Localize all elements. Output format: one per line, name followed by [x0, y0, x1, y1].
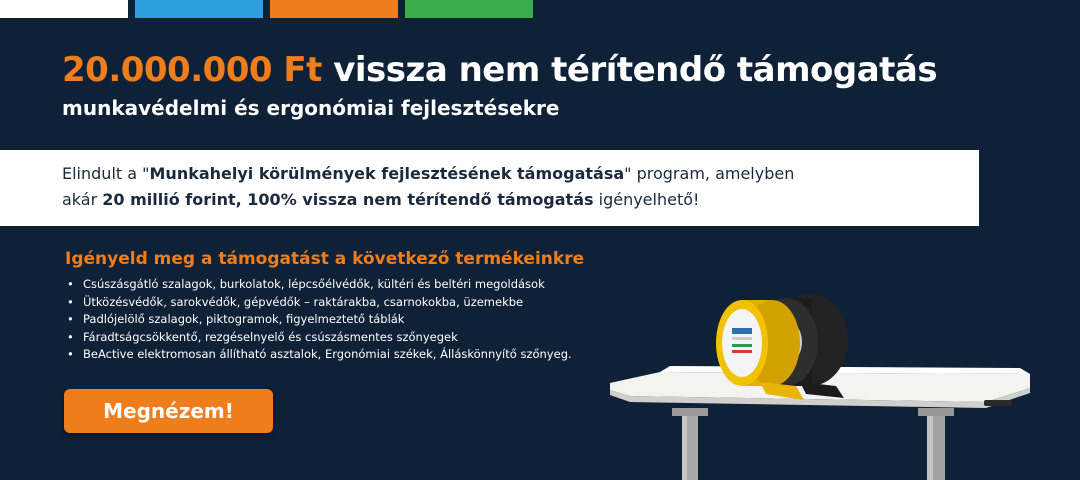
products-title: Igényeld meg a támogatást a következő termékeinkre [65, 249, 585, 269]
headline-text: vissza nem térítendő támogatás [321, 50, 938, 90]
list-item: • Ütközésvédők, sarokvédők, gépvédők – raktárakba, csarnokokba, üzemekbe [65, 294, 572, 312]
list-item: • Padlójelölő szalagok, piktogramok, figyelmeztető táblák [65, 311, 572, 329]
brand-bar-white [0, 0, 128, 18]
product-list [65, 276, 572, 364]
subheadline: munkavédelmi és ergonómiai fejlesztésekre [62, 96, 560, 120]
brand-bar-orange [270, 0, 398, 18]
list-item: • Fáradtságcsökkentő, rezgéselnyelő és csúszásmentes szőnyegek [65, 329, 572, 347]
info-box [0, 150, 979, 226]
info-line-2 [62, 190, 699, 209]
headline-amount: 20.000.000 Ft [62, 50, 322, 90]
program-name: Munkahelyi körülmények fejlesztésének támogatása [149, 164, 625, 183]
info-text: " program, amelyben [624, 164, 795, 183]
product-image [600, 290, 1040, 480]
list-item: • BeActive elektromosan állítható asztalok, Ergonómiai székek, Álláskönnyítő szőnyeg. [65, 346, 572, 364]
list-item: • Csúszásgátló szalagok, burkolatok, lépcsőélvédők, kültéri és beltéri megoldások [65, 276, 572, 294]
grant-amount: 20 millió forint, 100% vissza nem térítendő támogatás [102, 190, 594, 209]
info-line-1 [62, 164, 794, 183]
info-text: akár [62, 190, 103, 209]
headline [62, 50, 937, 90]
info-text: igényelhető! [593, 190, 700, 209]
megnezem-button[interactable]: Megnézem! [64, 389, 273, 433]
brand-bar-green [405, 0, 533, 18]
brand-bar-blue [135, 0, 263, 18]
info-text: Elindult a " [62, 164, 150, 183]
